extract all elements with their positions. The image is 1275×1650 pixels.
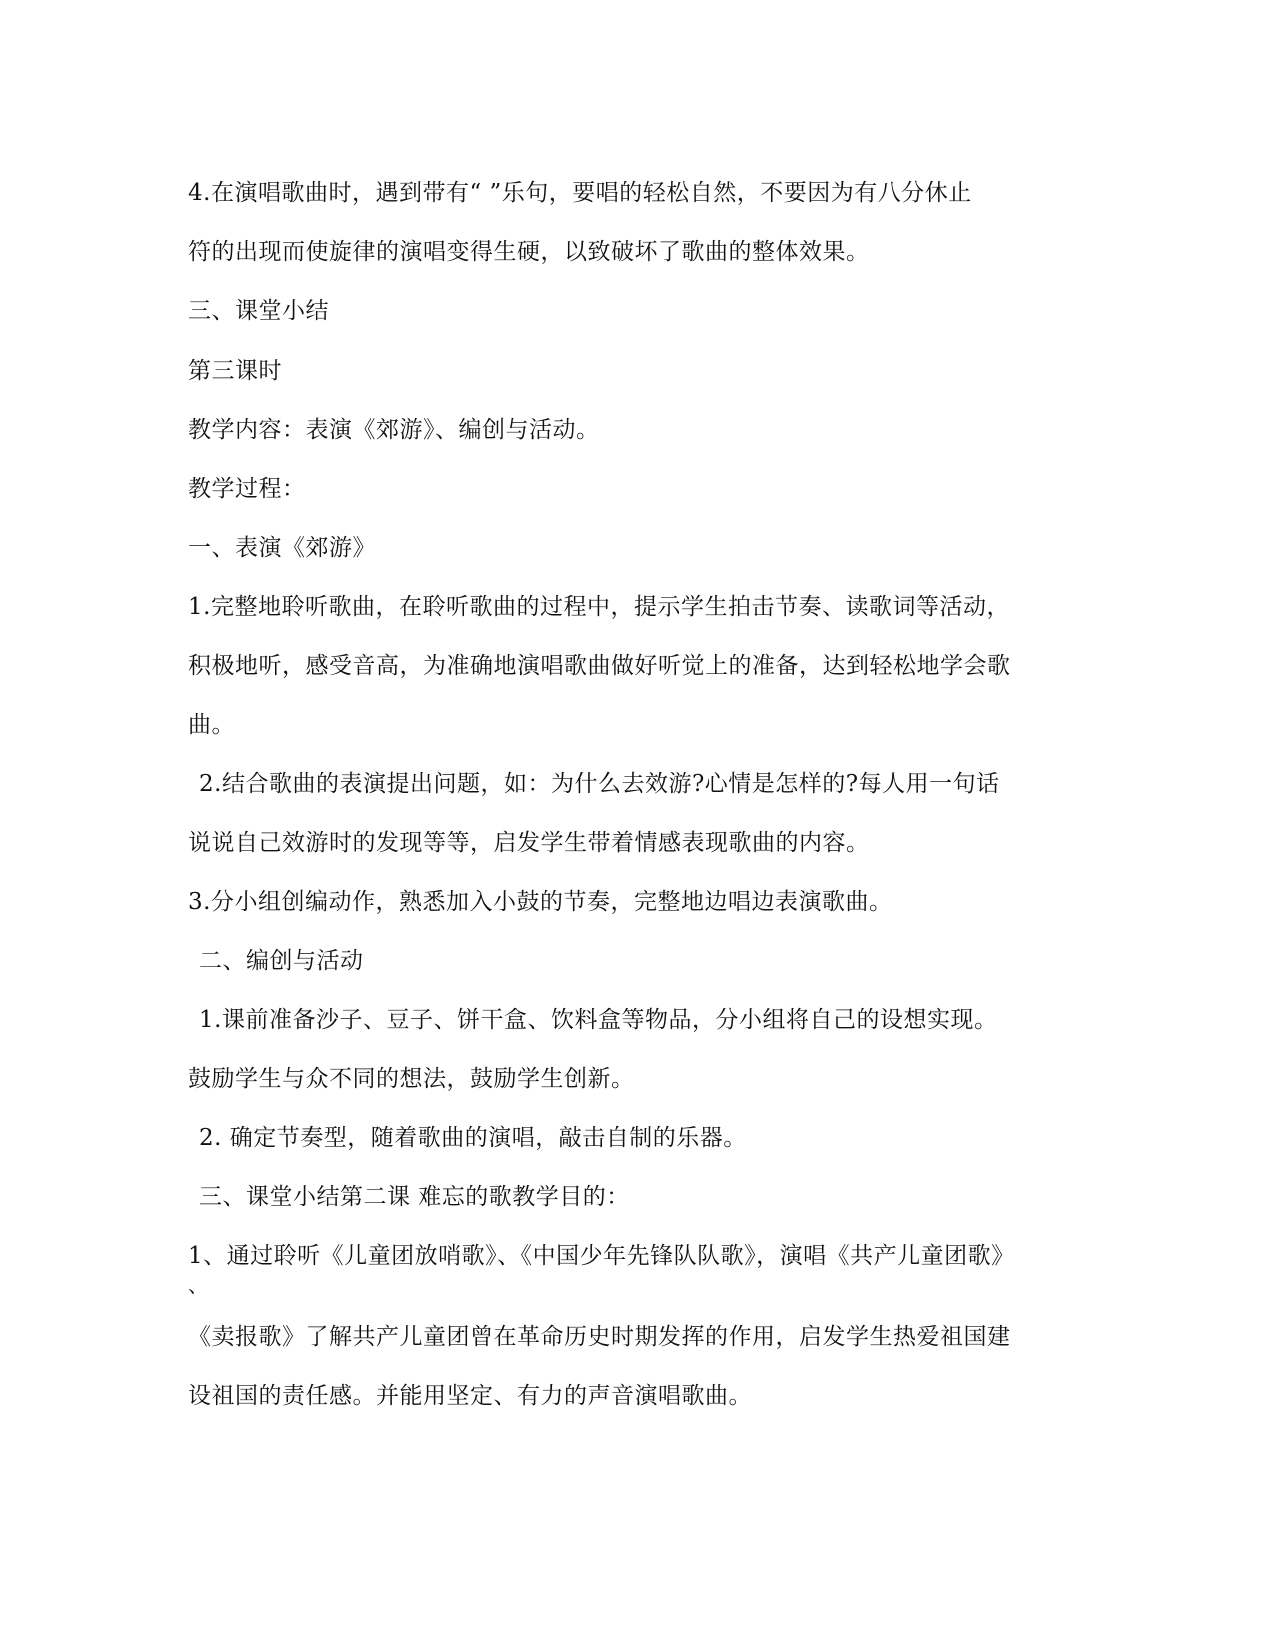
paragraph-line: 4.在演唱歌曲时，遇到带有“ ”乐句，要唱的轻松自然，不要因为有八分休止: [188, 180, 972, 206]
paragraph-line: 1.课前准备沙子、豆子、饼干盒、饮料盒等物品，分小组将自己的设想实现。: [199, 1007, 998, 1033]
paragraph-line: 《卖报歌》了解共产儿童团曾在革命历史时期发挥的作用，启发学生热爱祖国建: [188, 1324, 1011, 1350]
paragraph-line: 鼓励学生与众不同的想法，鼓励学生创新。: [188, 1066, 635, 1092]
section-heading: 三、课堂小结: [188, 298, 329, 324]
paragraph-line: 1.完整地聆听歌曲，在聆听歌曲的过程中，提示学生拍击节奏、读歌词等活动，: [188, 594, 1010, 620]
paragraph-line: 积极地听，感受音高，为准确地演唱歌曲做好听觉上的准备，达到轻松地学会歌: [188, 653, 1011, 679]
paragraph-line: 教学内容：表演《郊游》、编创与活动。: [188, 417, 600, 443]
paragraph-line: 教学过程：: [188, 476, 306, 502]
paragraph-line: 2.结合歌曲的表演提出问题，如：为什么去效游?心情是怎样的?每人用一句话: [199, 771, 1000, 797]
section-heading: 二、编创与活动: [199, 948, 364, 974]
section-heading: 一、表演《郊游》: [188, 535, 376, 561]
lesson-heading: 第三课时: [188, 358, 282, 384]
paragraph-line: 1、通过聆听《儿童团放哨歌》、《中国少年先锋队队歌》，演唱《共产儿童团歌》: [188, 1243, 1015, 1269]
section-heading: 三、课堂小结第二课 难忘的歌教学目的：: [199, 1184, 630, 1210]
paragraph-line: 2. 确定节奏型，随着歌曲的演唱，敲击自制的乐器。: [199, 1125, 747, 1151]
wrapped-punctuation: 、: [188, 1273, 208, 1297]
paragraph-line: 曲。: [188, 712, 235, 738]
paragraph-line: 3.分小组创编动作，熟悉加入小鼓的节奏，完整地边唱边表演歌曲。: [188, 889, 893, 915]
paragraph-line: 说说自己效游时的发现等等，启发学生带着情感表现歌曲的内容。: [188, 830, 870, 856]
paragraph-line: 设祖国的责任感。并能用坚定、有力的声音演唱歌曲。: [188, 1383, 752, 1409]
paragraph-line: 符的出现而使旋律的演唱变得生硬，以致破坏了歌曲的整体效果。: [188, 239, 870, 265]
